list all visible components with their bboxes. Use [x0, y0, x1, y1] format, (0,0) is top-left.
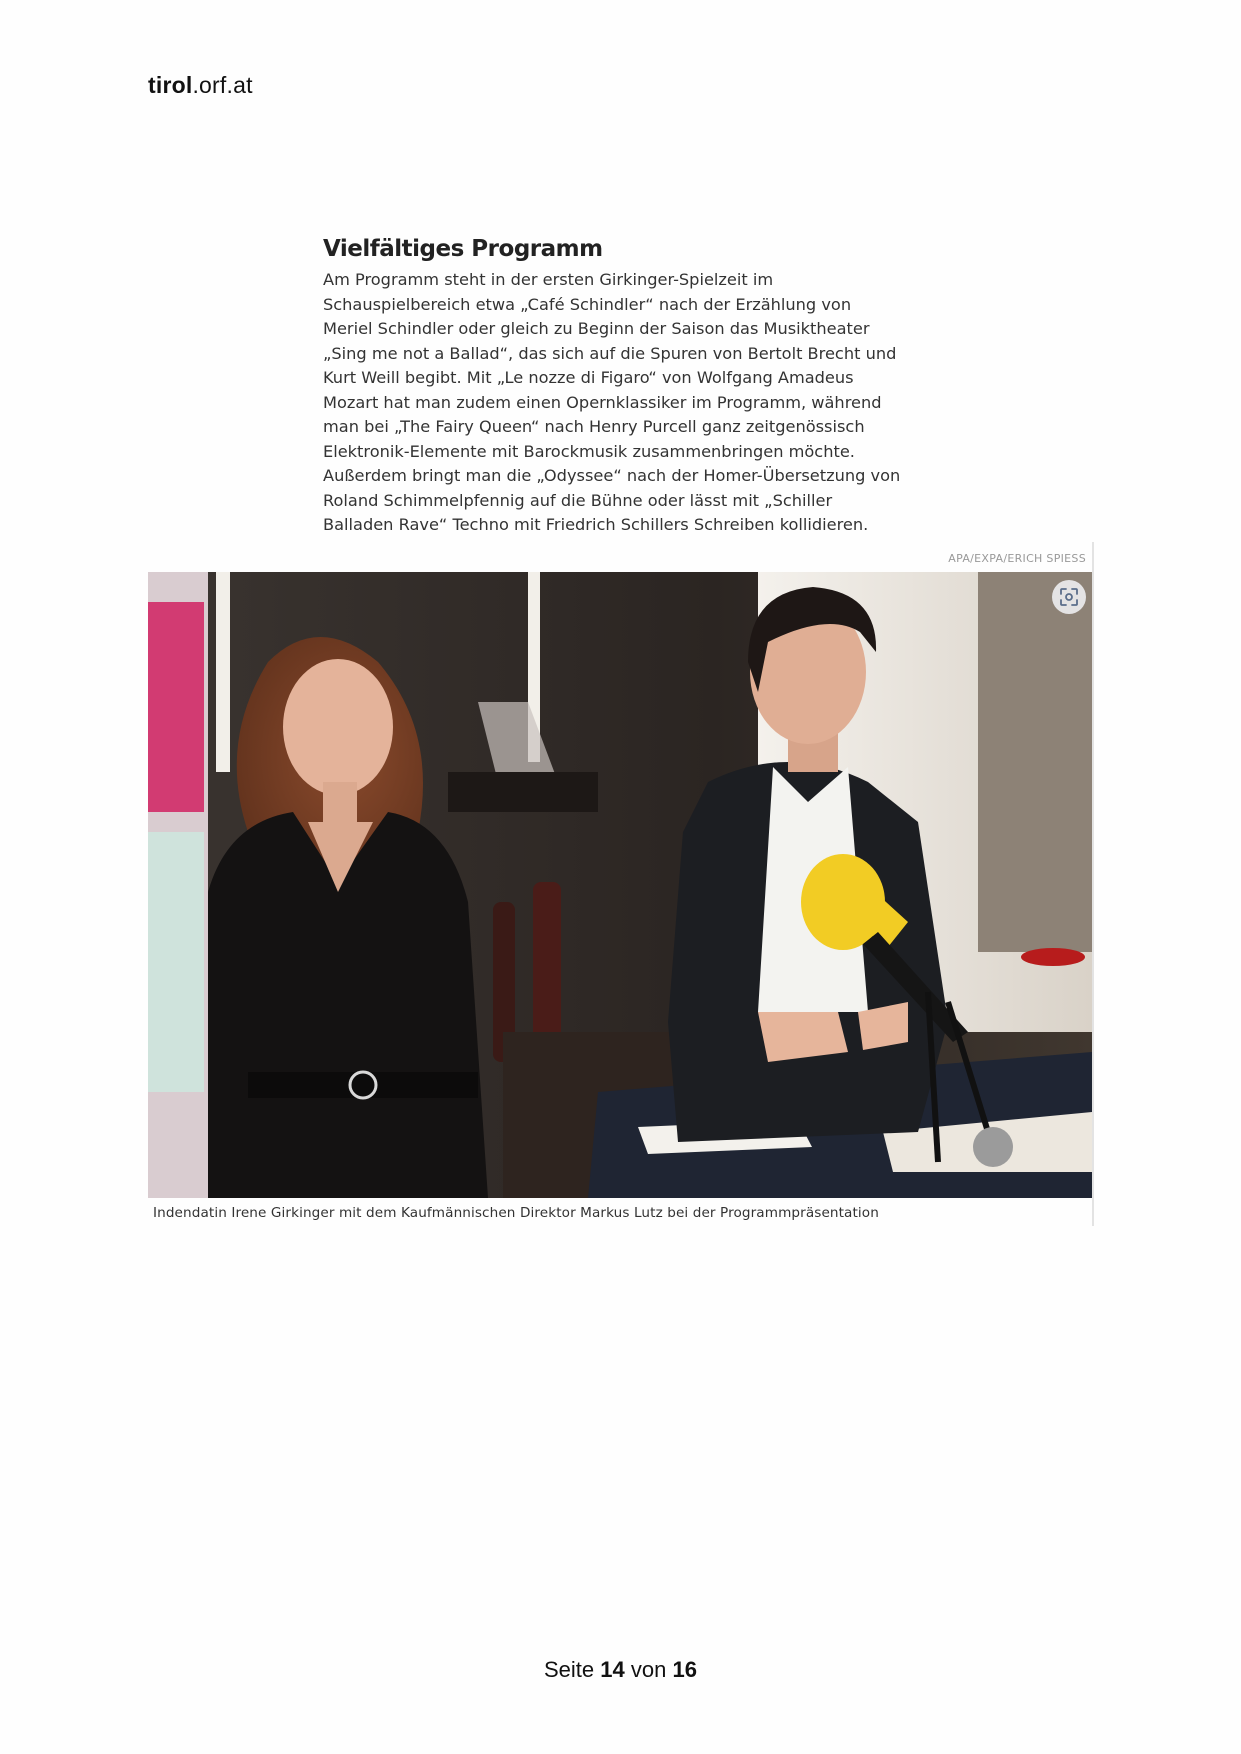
paragraph-line: „Sing me not a Ballad“, das sich auf die Spuren von Bertolt Brecht und: [323, 343, 897, 363]
page-label: Seite: [544, 1657, 595, 1682]
total-pages: 16: [672, 1657, 697, 1682]
photo-caption: Indendatin Irene Girkinger mit dem Kaufmännischen Direktor Markus Lutz bei der Programmpräsentation: [153, 1205, 879, 1221]
photo-credit: APA/EXPA/ERICH SPIESS: [948, 552, 1086, 565]
article-section: [323, 236, 923, 538]
paragraph-line: Roland Schimmelpfennig auf die Bühne oder lässt mit „Schiller: [323, 490, 833, 510]
paragraph-line: Schauspielbereich etwa „Café Schindler“ nach der Erzählung von: [323, 294, 852, 314]
paragraph-line: Am Programm steht in der ersten Girkinger-Spielzeit im: [323, 270, 774, 289]
article-paragraph: [323, 268, 923, 538]
paragraph-line: Meriel Schindler oder gleich zu Beginn der Saison das Musiktheater: [323, 319, 870, 338]
paragraph-line: Außerdem bringt man die „Odyssee“ nach der Homer-Übersetzung von: [323, 466, 901, 485]
page-number: [0, 1657, 1241, 1683]
site-logo: [148, 72, 253, 99]
press-photo: [148, 572, 1092, 1198]
site-logo-domain: .orf.at: [192, 72, 253, 98]
paragraph-line: Elektronik-Elemente mit Barockmusik zusammenbringen möchte.: [323, 441, 855, 461]
section-heading: Vielfältiges Programm: [323, 236, 603, 262]
paragraph-line: man bei „The Fairy Queen“ nach Henry Purcell ganz zeitgenössisch: [323, 417, 865, 436]
photo-border-line: [1092, 542, 1094, 1226]
current-page: 14: [600, 1657, 625, 1682]
press-photo-illustration: [148, 572, 1092, 1198]
expand-screenshot-icon: [1059, 587, 1079, 607]
paragraph-line: Mozart hat man zudem einen Opernklassiker im Programm, während: [323, 392, 882, 412]
expand-image-button[interactable]: [1052, 580, 1086, 614]
paragraph-line: Kurt Weill begibt. Mit „Le nozze di Figaro“ von Wolfgang Amadeus: [323, 368, 854, 387]
page-separator: von: [630, 1657, 667, 1682]
site-logo-bold: tirol: [148, 72, 193, 98]
paragraph-line: Balladen Rave“ Techno mit Friedrich Schillers Schreiben kollidieren.: [323, 515, 869, 534]
